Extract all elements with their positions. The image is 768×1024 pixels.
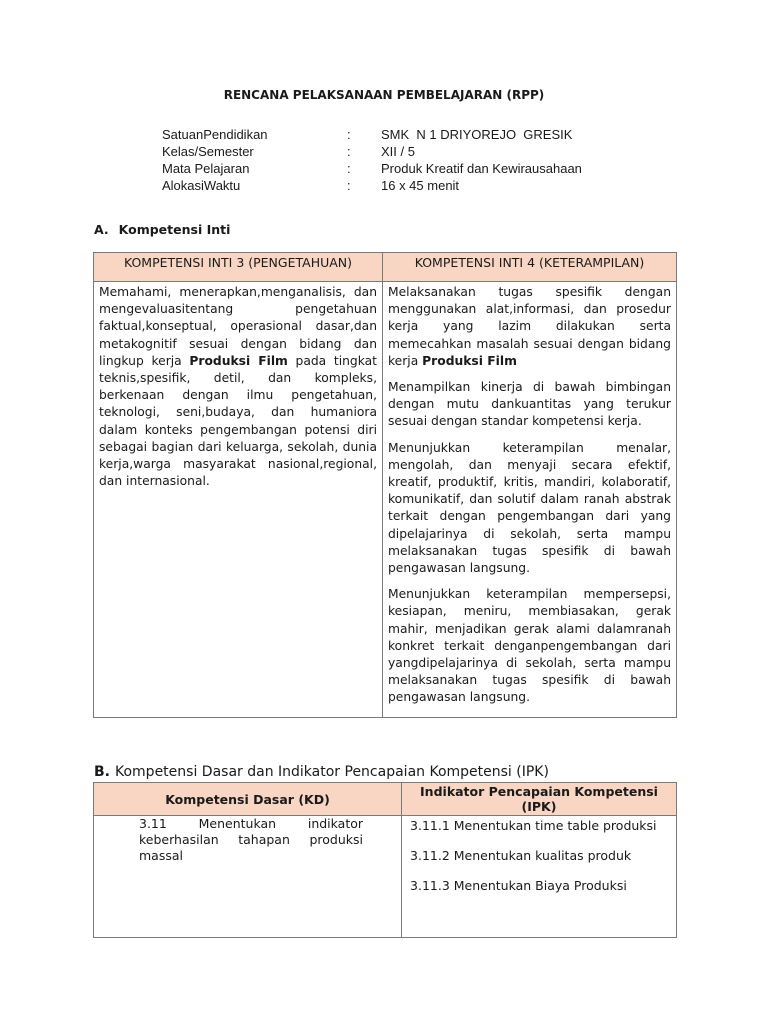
table-header-row [94,783,677,816]
ipk-cell [402,816,677,938]
ki4-paragraph-2: Menampilkan kinerja di bawah bimbingan dengan mutu dankuantitas yang terukur sesuai dengan standar kompetensi kerja. [388,380,671,429]
identity-colon: : [347,144,351,159]
kd-line-rest: keberhasilan tahapan produksi massal [139,832,364,863]
identity-label: Mata Pelajaran [162,161,250,176]
kompetensi-inti-table [93,252,677,718]
ki3-bold-text: Produksi Film [189,353,288,368]
identity-row-subject [162,160,661,177]
ipk-item: 3.11.3 Menentukan Biaya Produksi [410,878,627,893]
document-title: RENCANA PELAKSANAAN PEMBELAJARAN (RPP) [223,88,545,102]
section-a-heading [94,222,230,237]
ki3-cell [94,282,383,718]
ki4-paragraph-1 [388,284,671,370]
ki4-header: KOMPETENSI INTI 4 (KETERAMPILAN) [383,253,677,282]
kompetensi-dasar-table [93,782,677,938]
ipk-item: 3.11.1 Menentukan time table produksi [410,818,657,833]
table-row [94,816,677,938]
identity-row-school [162,126,661,143]
identity-colon: : [347,161,351,176]
table-row [94,282,677,718]
identity-colon: : [347,127,351,142]
table-header-row [94,253,677,282]
section-a-title: Kompetensi Inti [118,222,231,237]
identity-label: SatuanPendidikan [162,127,268,142]
ki3-text-end: pada tingkat teknis,spesifik, detil, dan kompleks, berkenaan dengan ilmu pengetahuan, teknologi, seni,budaya, dan humaniora dalam konteks pengembangan potensi diri sebagai bagian dari keluarga, sekolah, dunia kerja,warga masyarakat nasional,regional, dan internasional. [99,353,377,489]
kd-line-1: 3.11 Menentukan indikator [139,816,364,831]
ki3-paragraph [99,284,377,490]
identity-label: Kelas/Semester [162,144,254,159]
kd-header: Kompetensi Dasar (KD) [94,783,402,816]
ki4-cell [383,282,677,718]
ki4-p1-bold-text: Produksi Film [422,353,517,368]
ki3-header: KOMPETENSI INTI 3 (PENGETAHUAN) [94,253,383,282]
identity-label: AlokasiWaktu [162,178,241,193]
ki3-text-start: Memahami, menerapkan,menganalisis, dan mengevaluasitentang pengetahuan faktual,konseptual, operasional dasar,dan metakognitif sesuai dengan bidang dan lingkup kerja [99,285,377,368]
kd-cell [94,816,402,938]
identity-block [162,126,661,194]
ipk-header: Indikator Pencapaian Kompetensi (IPK) [402,783,677,816]
identity-row-class [162,143,661,160]
section-b-heading [94,764,549,780]
ki4-p1-text: Melaksanakan tugas spesifik dengan menggunakan alat,informasi, dan prosedur kerja yang lazim dilakukan serta memecahkan masalah sesuai dengan bidang kerja [388,285,671,368]
ipk-item: 3.11.2 Menentukan kualitas produk [410,848,632,863]
identity-colon: : [347,178,351,193]
ki4-paragraph-3: Menunjukkan keterampilan menalar, mengolah, dan menyaji secara efektif, kreatif, produktif, kritis, mandiri, kolaboratif, komunikatif, dan solutif dalam ranah abstrak terkait dengan pengembangan dari yang dipelajarinya di sekolah, serta mampu melaksanakan tugas spesifik di bawah pengawasan langsung. [388,440,671,576]
identity-value: SMK N 1 DRIYOREJO GRESIK [381,127,573,142]
section-b-letter: B. [94,764,110,780]
section-a-letter: A. [94,222,109,237]
identity-row-time [162,177,661,194]
ki4-paragraph-4: Menunjukkan keterampilan mempersepsi, kesiapan, meniru, membiasakan, gerak mahir, menjadikan gerak alami dalamranah konkret terkait denganpengembangan dari yangdipelajarinya di sekolah, serta mampu melaksanakan tugas spesifik di bawah pengawasan langsung. [388,587,671,705]
identity-value: Produk Kreatif dan Kewirausahaan [381,161,582,176]
identity-value: XII / 5 [381,144,415,159]
section-b-title: Kompetensi Dasar dan Indikator Pencapaian Kompetensi (IPK) [115,764,549,780]
identity-value: 16 x 45 menit [381,178,460,193]
